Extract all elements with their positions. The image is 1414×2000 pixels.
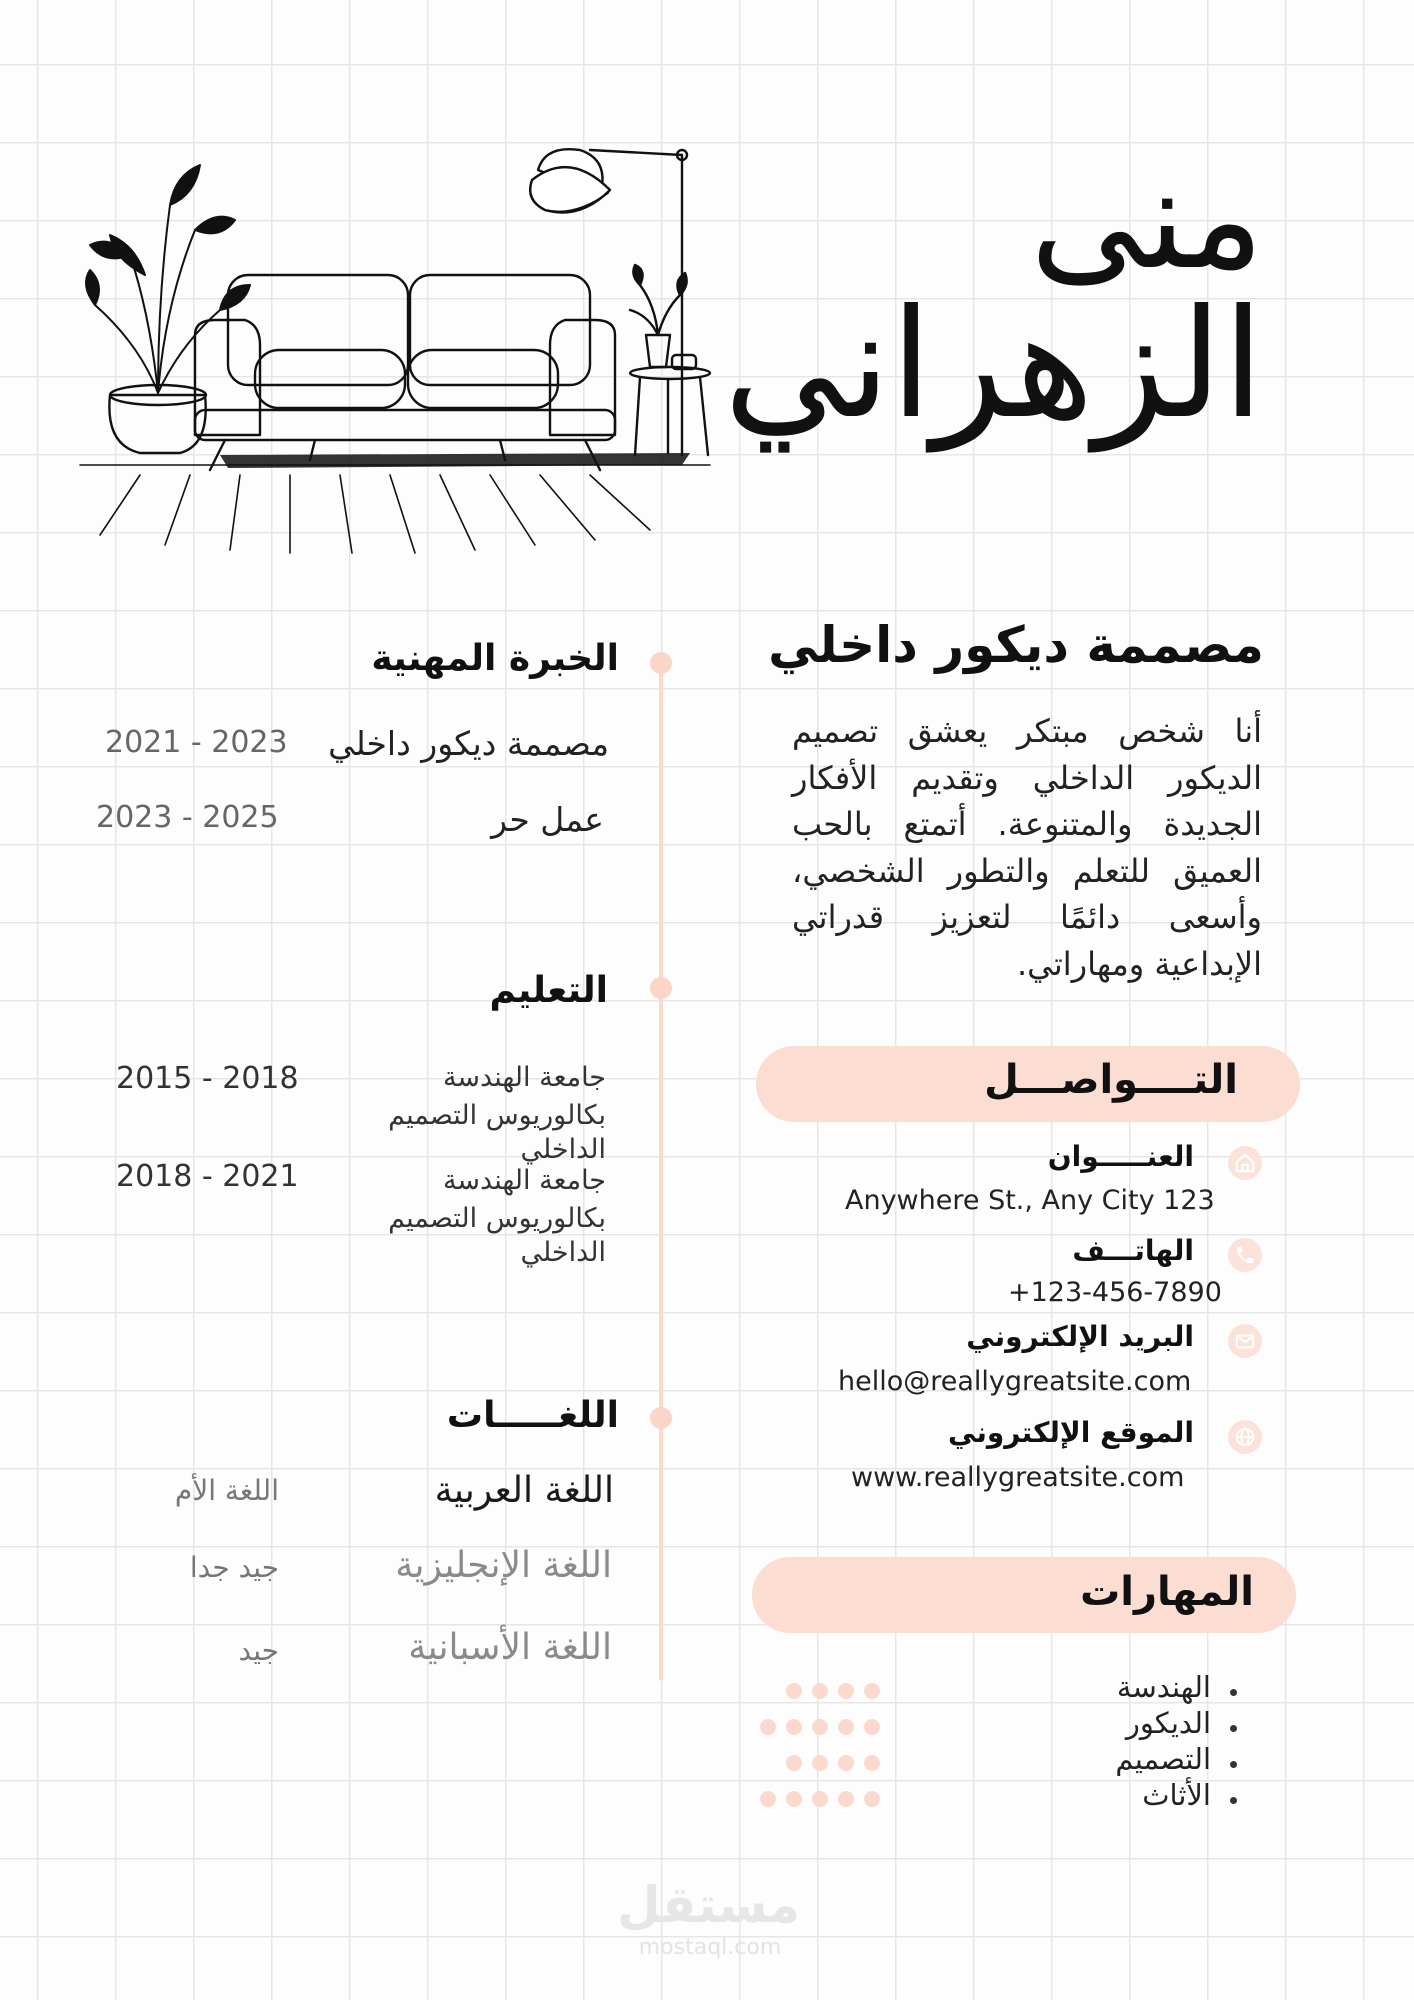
experience-role: عمل حر — [491, 800, 604, 839]
contact-title: التــــواصـــل — [984, 1057, 1238, 1103]
timeline-dot — [650, 652, 672, 674]
skill-bullet — [1230, 1689, 1237, 1696]
globe-icon — [1228, 1420, 1262, 1454]
phone-icon — [1228, 1238, 1262, 1272]
languages-title: اللغـــــات — [446, 1395, 619, 1436]
timeline-dot — [650, 977, 672, 999]
timeline-dot — [650, 1407, 672, 1429]
skills-title: المهارات — [1080, 1569, 1254, 1615]
mail-icon — [1228, 1324, 1262, 1358]
contact-email-label: البريد الإلكتروني — [966, 1320, 1194, 1353]
contact-phone-value[interactable]: +123-456-7890 — [1008, 1277, 1222, 1308]
contact-address-label: العنـــــوان — [1047, 1140, 1194, 1173]
language-level: اللغة الأم — [174, 1474, 279, 1507]
language-level: جيد — [238, 1634, 279, 1667]
name-first: منى — [1030, 138, 1264, 301]
experience-role: مصممة ديكور داخلي — [328, 724, 609, 763]
education-title: التعليم — [489, 970, 608, 1011]
job-title: مصممة ديكور داخلي — [768, 616, 1264, 674]
skill-item: الهندسة — [1116, 1670, 1211, 1704]
about-paragraph: أنا شخص مبتكر يعشق تصميم الديكور الداخلي وتقديم الأفكار الجديدة والمتنوعة. أتمتع بالحب العميق للتعلم والتطور الشخصي، وأسعى دائمًا لتعزيز قدراتي الإبداعية ومهاراتي. — [792, 712, 1262, 983]
skill-item: الأثاث — [1142, 1778, 1211, 1812]
experience-title: الخبرة المهنية — [371, 638, 619, 679]
watermark-text: mostaql.com — [638, 1935, 782, 1960]
education-years: 2015 - 2018 — [116, 1061, 299, 1096]
education-university: جامعة الهندسة — [442, 1165, 606, 1196]
education-degree: بكالوريوس التصميم — [388, 1100, 606, 1131]
contact-website-label: الموقع الإلكتروني — [948, 1416, 1194, 1449]
contact-address-value: Anywhere St., Any City 123 — [845, 1185, 1215, 1216]
education-university: جامعة الهندسة — [442, 1062, 606, 1093]
language-level: جيد جدا — [189, 1551, 279, 1584]
contact-email-value[interactable]: hello@reallygreatsite.com — [838, 1366, 1192, 1397]
experience-years: 2023 - 2025 — [96, 800, 279, 835]
contact-website-value[interactable]: www.reallygreatsite.com — [851, 1462, 1185, 1493]
skill-bullet — [1230, 1797, 1237, 1804]
skill-item: الديكور — [1125, 1706, 1211, 1740]
home-icon — [1228, 1146, 1262, 1180]
sofa-illustration — [70, 135, 735, 555]
skill-bullet — [1230, 1761, 1237, 1768]
watermark-logo: مستقل — [617, 1876, 800, 1934]
timeline-line — [659, 662, 663, 1680]
dots-decoration — [760, 1683, 890, 1813]
skill-item: التصميم — [1115, 1742, 1211, 1776]
education-years: 2018 - 2021 — [116, 1159, 299, 1194]
language-name: اللغة الإنجليزية — [395, 1545, 612, 1586]
education-degree: بكالوريوس التصميم — [388, 1203, 606, 1234]
language-name: اللغة الأسبانية — [408, 1627, 612, 1668]
experience-years: 2021 - 2023 — [105, 725, 288, 760]
education-degree: الداخلي — [520, 1134, 606, 1165]
contact-phone-label: الهاتـــف — [1072, 1234, 1194, 1267]
language-name: اللغة العربية — [434, 1470, 614, 1511]
name-last: الزهراني — [723, 278, 1264, 452]
education-degree: الداخلي — [520, 1237, 606, 1268]
skill-bullet — [1230, 1725, 1237, 1732]
